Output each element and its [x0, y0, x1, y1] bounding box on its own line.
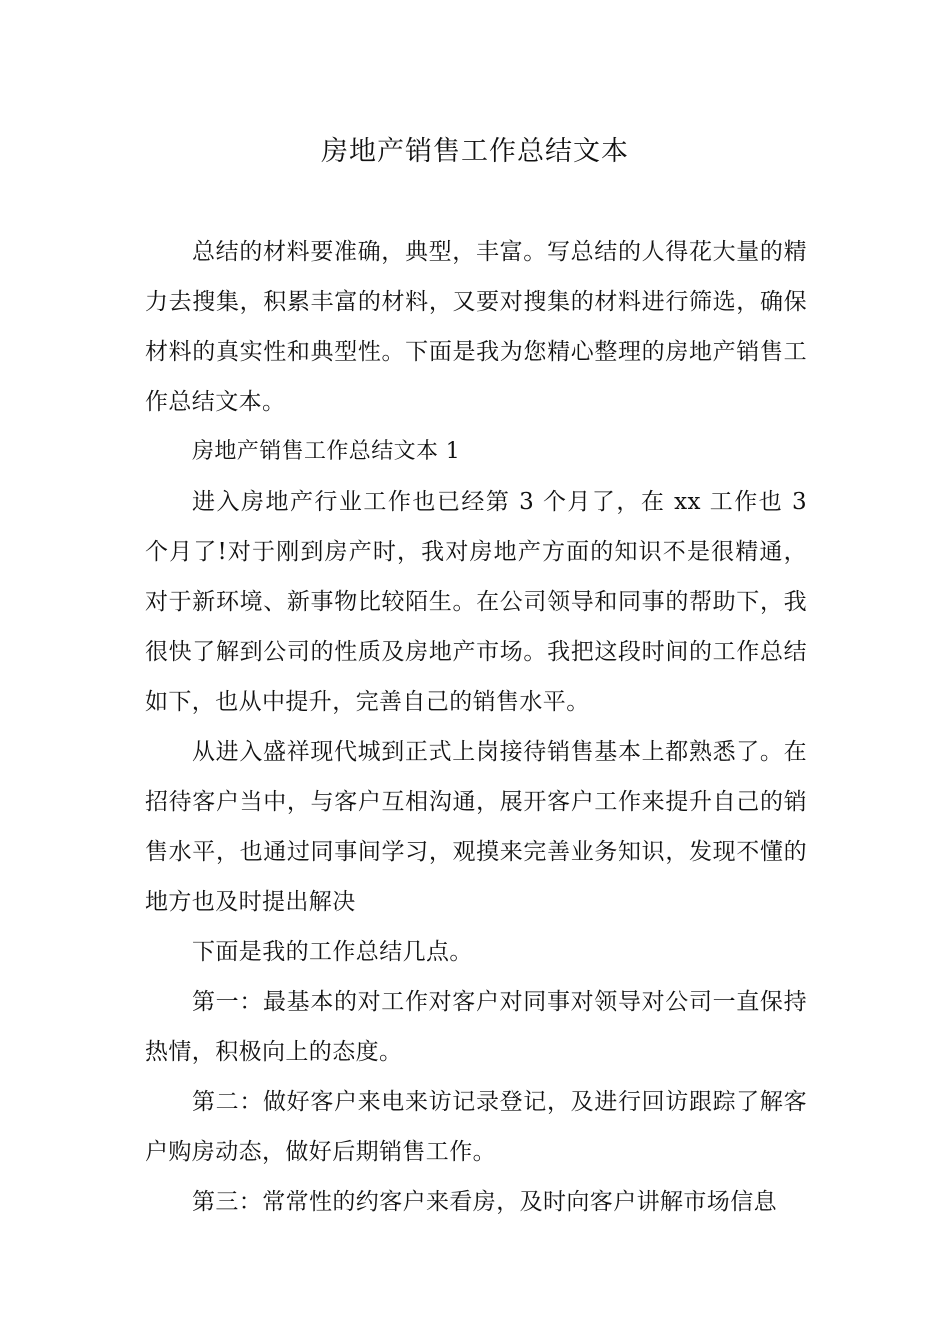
- list-point-paragraph: 第一：最基本的对工作对客户对同事对领导对公司一直保持热情，积极向上的态度。: [145, 989, 807, 1065]
- body-paragraph: 下面是我的工作总结几点。: [192, 939, 473, 965]
- document-title: 房地产销售工作总结文本: [321, 136, 629, 167]
- section-heading: 房地产销售工作总结文本 1: [192, 439, 461, 464]
- intro-paragraph: 总结的材料要准确，典型，丰富。写总结的人得花大量的精力去搜集，积累丰富的材料，又要对搜集的材料进行筛选，确保材料的真实性和典型性。下面是我为您精心整理的房地产销售工作总结文本。: [145, 239, 807, 415]
- list-point-paragraph: 第二：做好客户来电来访记录登记，及进行回访跟踪了解客户购房动态，做好后期销售工作。: [145, 1089, 807, 1165]
- body-paragraph: 进入房地产行业工作也已经第 3 个月了，在 xx 工作也 3 个月了!对于刚到房产时，我对房地产方面的知识不是很精通，对于新环境、新事物比较陌生。在公司领导和同事的帮助下，我很快了解到公司的性质及房地产市场。我把这段时间的工作总结如下，也从中提升，完善自己的销售水平。: [145, 489, 807, 715]
- list-point-paragraph: 第三：常常性的约客户来看房，及时向客户讲解市场信息: [192, 1189, 777, 1215]
- document-body: [145, 227, 807, 1227]
- body-paragraph: 从进入盛祥现代城到正式上岗接待销售基本上都熟悉了。在招待客户当中，与客户互相沟通，展开客户工作来提升自己的销售水平，也通过同事间学习，观摸来完善业务知识，发现不懂的地方也及时提出解决: [145, 739, 807, 915]
